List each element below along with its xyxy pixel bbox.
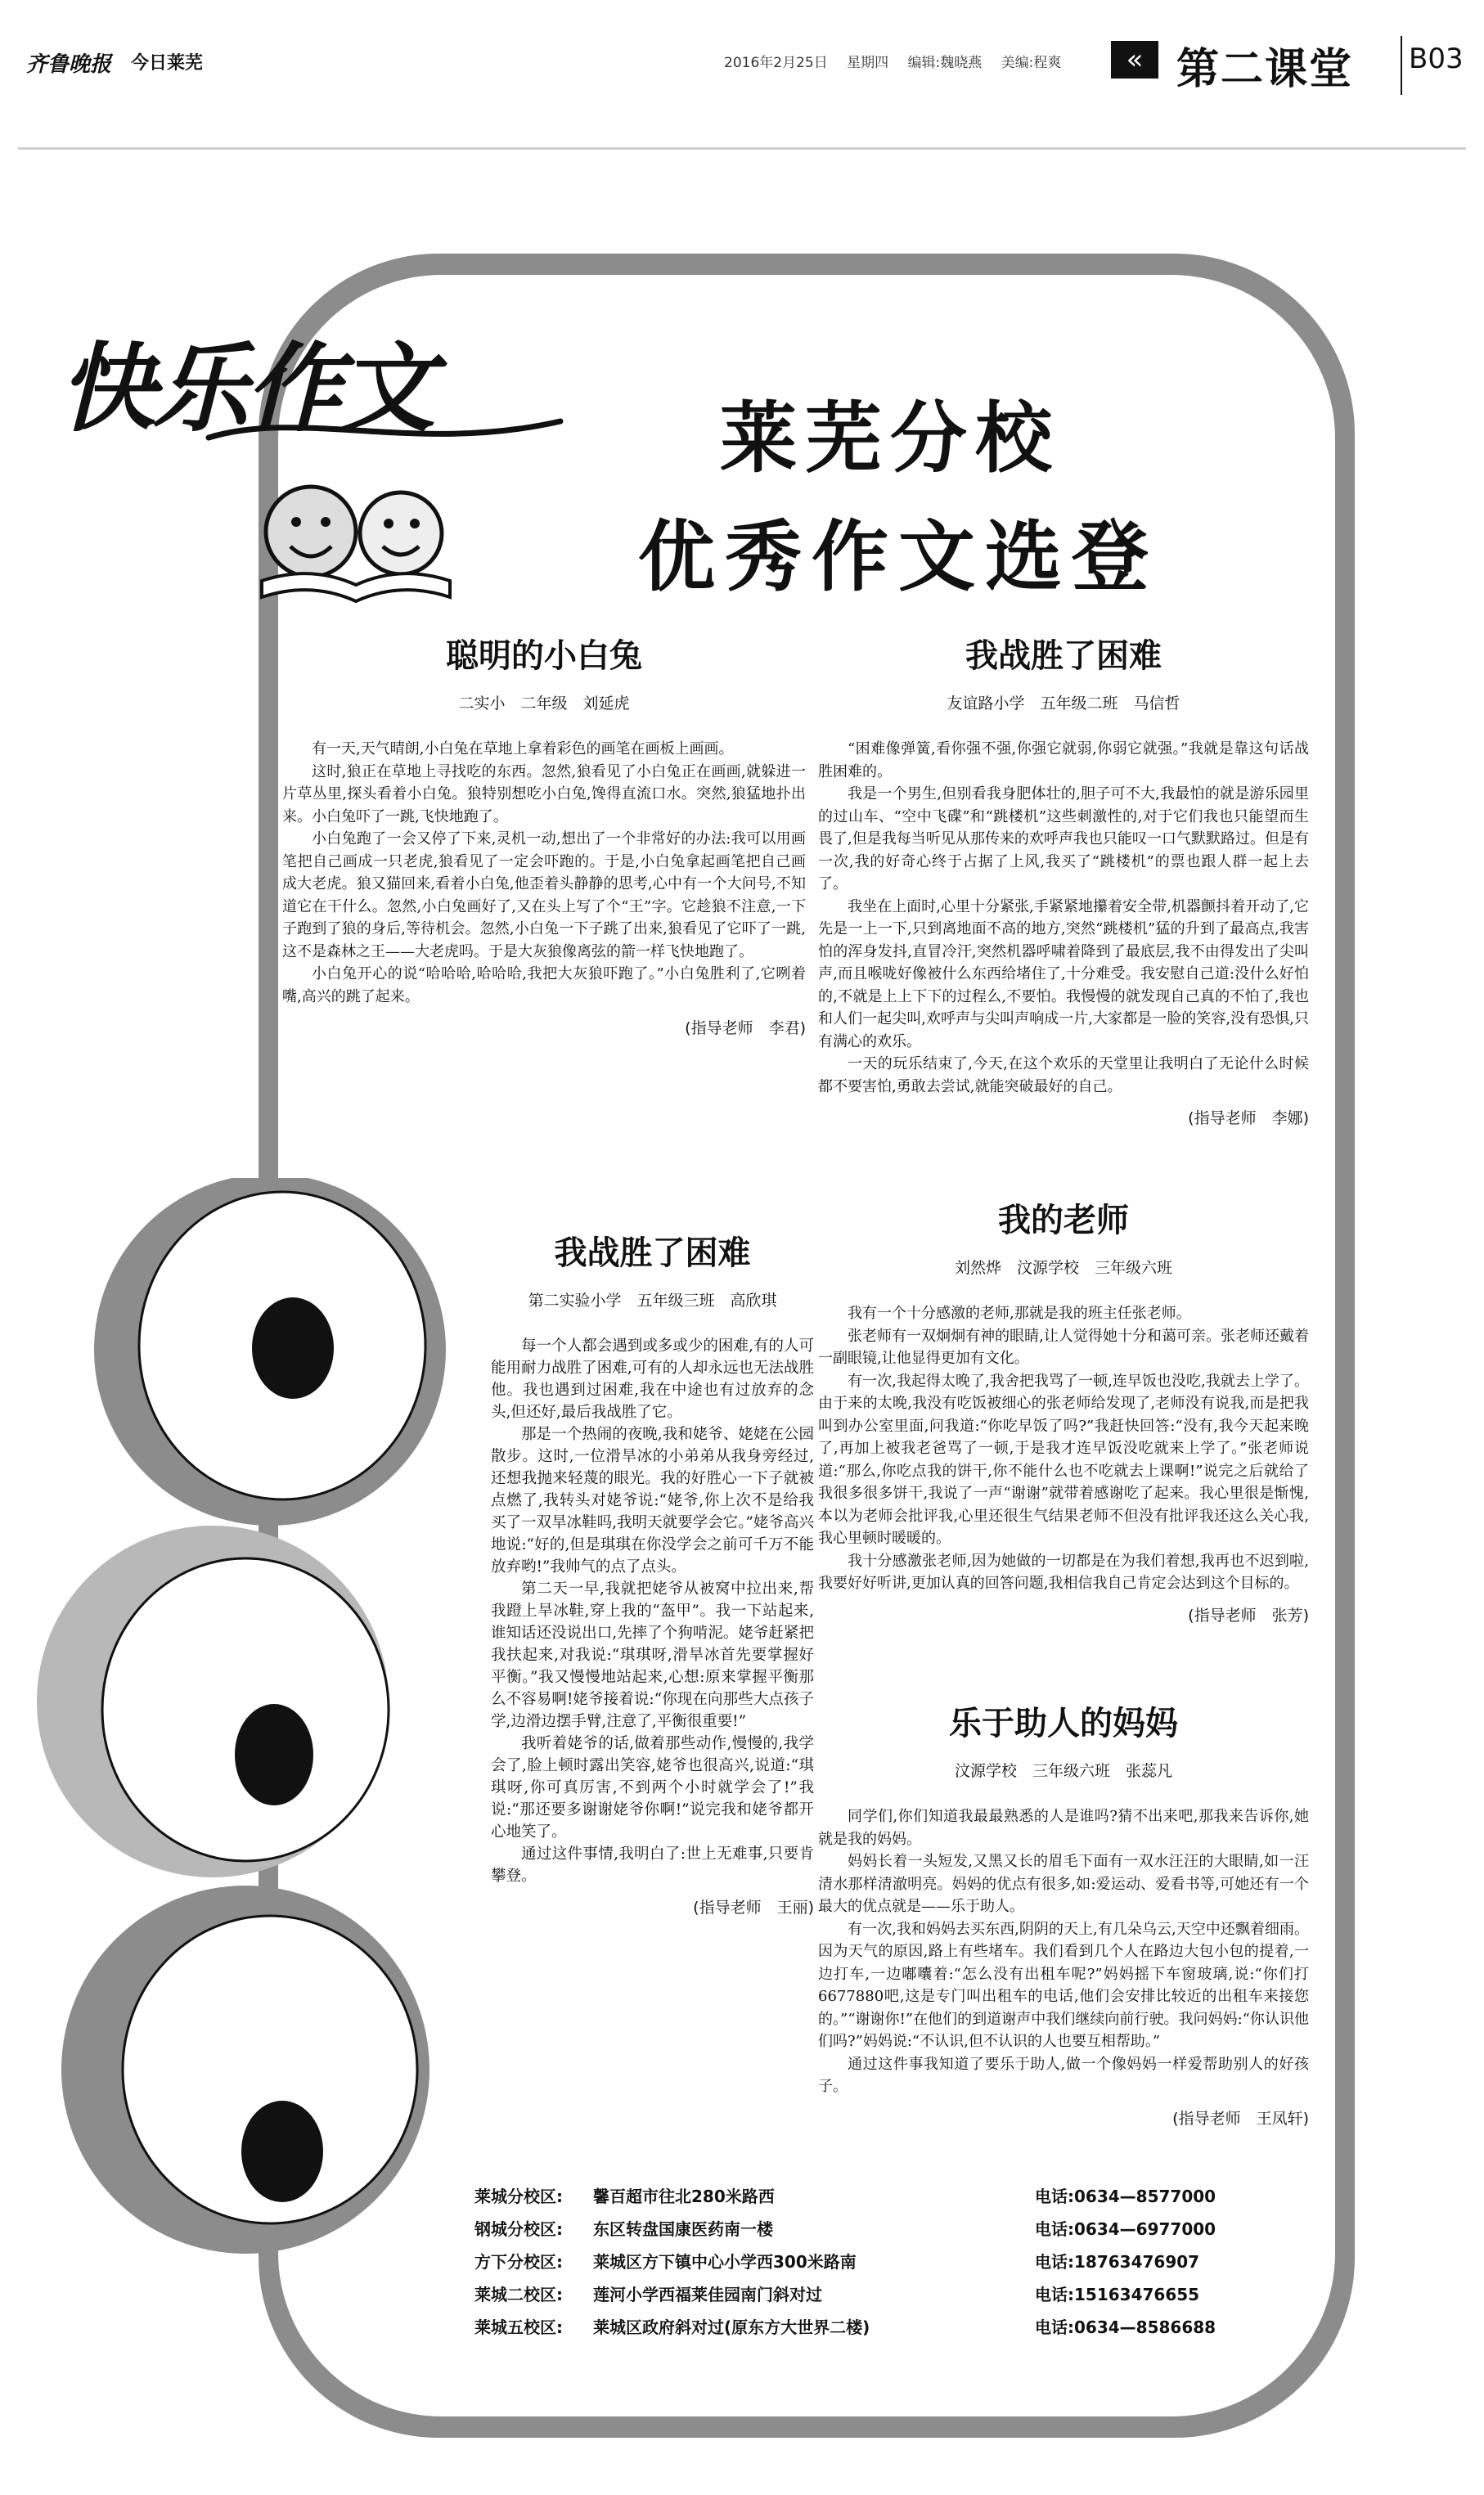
page-number: B03 [1409,43,1464,75]
campus-name: 莱城五校区: [474,2317,563,2337]
smiley-faces-icon [245,474,466,605]
article-paragraph: 妈妈长着一头短发,又黑又长的眉毛下面有一双水汪汪的大眼睛,如一汪清水那样清澈明亮。妈妈的优点有很多,如:爱运动、爱看书等,可她还有一个最大的优点就是——乐于助人。 [818,1853,1309,1915]
header-rule [18,147,1466,150]
contact-row [474,2246,1325,2278]
contact-row [474,2311,1325,2344]
article-teacher: (指导老师 李娜) [1188,1109,1309,1127]
article-title: 我战胜了困难 [554,1234,751,1272]
article-title: 聪明的小白兔 [446,637,642,675]
article-paragraph: 每一个人都会遇到或多或少的困难,有的人可能用耐力战胜了困难,可有的人却永远也无法战胜他。我也遇到过困难,我在中途也有过放弃的念头,但还好,最后我战胜了它。 [491,1337,814,1421]
article-title: 我战胜了困难 [965,637,1162,675]
article-byline: 刘然烨 汶源学校 三年级六班 [954,1259,1172,1277]
article-byline: 第二实验小学 五年级三班 高欣琪 [528,1292,777,1310]
article-byline: 友谊路小学 五年级二班 马信哲 [947,695,1180,713]
campus-name: 莱城二校区: [474,2285,563,2304]
contact-row [474,2278,1325,2311]
article-paragraph: 那是一个热闹的夜晚,我和姥爷、姥姥在公园散步。这时,一位滑旱冰的小弟弟从我身旁经过,还想我抛来轻蔑的眼光。我的好胜心一下子就被点燃了,我转头对姥爷说:“姥爷,你上次不是给我买了一双旱冰鞋吗,我明天就要学会它。”姥爷高兴地说:“好的,但是琪琪在你没学会之前可千万不能放弃哟!”我帅气的点了点头。 [491,1426,814,1576]
issue-weekday: 星期四 [847,55,889,71]
article-byline: 汶源学校 三年级六班 张蕊凡 [954,1762,1172,1780]
article-paragraph: 同学们,你们知道我最最熟悉的人是谁吗?猜不出来吧,那我来告诉你,她就是我的妈妈。 [818,1808,1309,1848]
campus-name: 钢城分校区: [474,2219,563,2239]
article-paragraph: 我坐在上面时,心里十分紧张,手紧紧地攥着安全带,机器颤抖着开动了,它先是一上一下,只到离地面不高的地方,突然“跳楼机”猛的升到了最高点,我害怕的浑身发抖,直冒冷汗,突然机器呼啸着降到了最底层,我不由得发出了尖叫声,而且喉咙好像被什么东西给堵住了,十分难受。我安慰自己道:没什么好怕的,不就是上上下下的过程么,不要怕。我慢慢的就发现自己真的不怕了,我也和人们一起尖叫,欢呼声与尖叫声响成一片,大家都是一脸的笑容,没有恐惧,只有满心的欢乐。 [818,897,1309,1050]
article-helpful-mother [818,1697,1309,2129]
article-paragraph: 小白兔开心的说“哈哈哈,哈哈哈,我把大灰狼吓跑了。”小白兔胜利了,它咧着嘴,高兴的跳了起来。 [282,965,806,1005]
article-paragraph: 张老师有一双炯炯有神的眼睛,让人觉得她十分和蔼可亲。张老师还戴着一副眼镜,让他显得更加有文化。 [818,1327,1309,1367]
article-overcome-difficulty-1 [818,630,1309,1128]
newspaper-name: 齐鲁晚报 [26,52,112,77]
campus-address: 莱城区方下镇中心小学西300米路南 [593,2252,857,2272]
article-paragraph: 我有一个十分感激的老师,那就是我的班主任张老师。 [848,1305,1191,1322]
column-mark-icon: « [1111,41,1158,79]
article-overcome-difficulty-2 [491,1227,814,1917]
column-title: 第二课堂 [1176,45,1354,94]
selection-title: 优秀作文选登 [638,513,1159,602]
article-my-teacher [818,1194,1309,1625]
school-title: 莱芜分校 [720,394,1061,483]
campus-address: 馨百超市往北280米路西 [593,2187,775,2206]
section-name: 今日莱芜 [131,53,204,74]
campus-phone: 电话:0634—8577000 [1035,2187,1216,2206]
article-teacher: (指导老师 张芳) [1188,1606,1309,1625]
article-paragraph: 我是一个男生,但别看我身肥体壮的,胆子可不大,我最怕的就是游乐园里的过山车、“空中飞碟”和“跳楼机”这些刺激性的,对于它们我也只能望而生畏了,但是我每当听见从那传来的欢呼声我也只能叹一口气默默路过。但是有一次,我的好奇心终于占据了上风,我买了“跳楼机”的票也跟人群一起上去了。 [818,785,1309,892]
campus-phone: 电话:18763476907 [1035,2252,1200,2272]
article-paragraph: 这时,狼正在草地上寻找吃的东西。忽然,狼看见了小白兔正在画画,就躲进一片草丛里,探头看着小白兔。狼特别想吃小白兔,馋得直流口水。突然,狼猛地扑出来。小白兔吓了一跳,飞快地跑了。 [282,762,806,825]
editor-credit: 编辑:魏晓燕 [907,55,983,71]
article-clever-rabbit [282,630,806,1038]
campus-address: 东区转盘国康医药南一楼 [593,2219,773,2239]
article-title: 我的老师 [998,1202,1129,1239]
article-paragraph: 有一次,我起得太晚了,我舍把我骂了一顿,连早饭也没吃,我就去上学了。由于来的太晚,我没有吃饭被细心的张老师给发现了,老师没有说我,而是把我叫到办公室里面,问我道:“你吃早饭了吗?”我赶快回答:“没有,我今天起来晚了,再加上被我老爸骂了一顿,于是我才连早饭没吃就来上学了。”张老师说道:“那么,你吃点我的饼干,你不能什么也不吃就去上课啊!”说完之后就给了我很多很多饼干,我说了一声“谢谢”就带着感谢吃了起来。我心里很是惭愧,本以为老师会批评我,心里还很生气结果老师不但没有批评我还这么关心我,我心里顿时暖暖的。 [818,1372,1309,1547]
article-paragraph: 通过这件事我知道了要乐于助人,做一个像妈妈一样爱帮助别人的好孩子。 [818,2055,1309,2095]
decorative-eyes-icon [0,1178,458,2323]
designer-credit: 美编:程爽 [1001,55,1062,71]
campus-phone: 电话:0634—8586688 [1035,2317,1216,2337]
logo-swoosh-icon [205,405,564,454]
campus-name: 莱城分校区: [474,2187,563,2206]
happy-composition-logo: 快乐作文 [59,331,433,445]
campus-address: 莱城区政府斜对过(原东方大世界二楼) [593,2317,870,2337]
campus-phone: 电话:15163476655 [1035,2285,1200,2304]
campus-address: 莲河小学西福莱佳园南门斜对过 [593,2285,822,2304]
article-teacher: (指导老师 王凤轩) [1172,2109,1309,2128]
campus-phone: 电话:0634—6977000 [1035,2219,1216,2239]
header-divider [1401,36,1402,95]
article-paragraph: 一天的玩乐结束了,今天,在这个欢乐的天堂里让我明白了无论什么时候都不要害怕,勇敢去尝试,就能突破最好的自己。 [818,1055,1309,1095]
article-paragraph: “困难像弹簧,看你强不强,你强它就弱,你弱它就强。”我就是靠这句话战胜困难的。 [818,740,1309,780]
contact-row [474,2180,1325,2213]
issue-info [724,51,1076,71]
article-paragraph: 通过这件事情,我明白了:世上无难事,只要肯攀登。 [491,1845,814,1885]
article-paragraph: 有一次,我和妈妈去买东西,阴阴的天上,有几朵乌云,天空中还飘着细雨。因为天气的原因,路上有些堵车。我们看到几个人在路边大包小包的提着,一边打车,一边嘟囔着:“怎么没有出租车呢?”妈妈摇下车窗玻璃,说:“你们打6677880吧,这是专门叫出租车的电话,他们会安排比较近的出租车来接您的。”“谢谢你!”在他们的到道谢声中我们继续向前行驶。我问妈妈:“你认识他们吗?”妈妈说:“不认识,但不认识的人也要互相帮助。” [818,1920,1309,2050]
issue-date: 2016年2月25日 [724,55,828,71]
campus-contacts [474,2180,1325,2344]
article-teacher: (指导老师 王丽) [693,1899,814,1917]
article-byline: 二实小 二年级 刘延虎 [458,695,630,713]
article-paragraph: 我十分感激张老师,因为她做的一切都是在为我们着想,我再也不迟到啦,我要好好听讲,更加认真的回答问题,我相信我自己肯定会达到这个目标的。 [818,1552,1309,1592]
article-paragraph: 有一天,天气晴朗,小白兔在草地上拿着彩色的画笔在画板上画画。 [312,740,734,757]
article-title: 乐于助人的妈妈 [949,1705,1178,1742]
article-paragraph: 小白兔跑了一会又停了下来,灵机一动,想出了一个非常好的办法:我可以用画笔把自己画成一只老虎,狼看见了一定会吓跑的。于是,小白兔拿起画笔把自己画成大老虎。狼又猫回来,看着小白兔,他歪着头静静的思考,心中有一个大问号,不知道它在干什么。忽然,小白兔画好了,又在头上写了个“王”字。它趁狼不注意,一下子跑到了狼的身后,等待机会。忽然,小白兔一下子跳了出来,狼看见了它吓了一跳,这不是森林之王——大老虎吗。于是大灰狼像离弦的箭一样飞快地跑了。 [282,830,806,960]
article-teacher: (指导老师 李君) [685,1019,806,1037]
article-paragraph: 我听着姥爷的话,做着那些动作,慢慢的,我学会了,脸上顿时露出笑容,姥爷也很高兴,说道:“琪琪呀,你可真厉害,不到两个小时就学会了!”我说:“那还要多谢谢姥爷你啊!”说完我和姥爷都开心地笑了。 [491,1735,814,1841]
article-paragraph: 第二天一早,我就把姥爷从被窝中拉出来,帮我蹬上旱冰鞋,穿上我的“盔甲”。我一下站起来,谁知话还没说出口,先摔了个狗啃泥。姥爷赶紧把我扶起来,对我说:“琪琪呀,滑旱冰首先要掌握好平衡。”我又慢慢地站起来,心想:原来掌握平衡那么不容易啊!姥爷接着说:“你现在向那些大点孩子学,边滑边摆手臂,注意了,平衡很重要!” [491,1580,814,1730]
campus-name: 方下分校区: [474,2252,563,2272]
contact-row [474,2213,1325,2246]
